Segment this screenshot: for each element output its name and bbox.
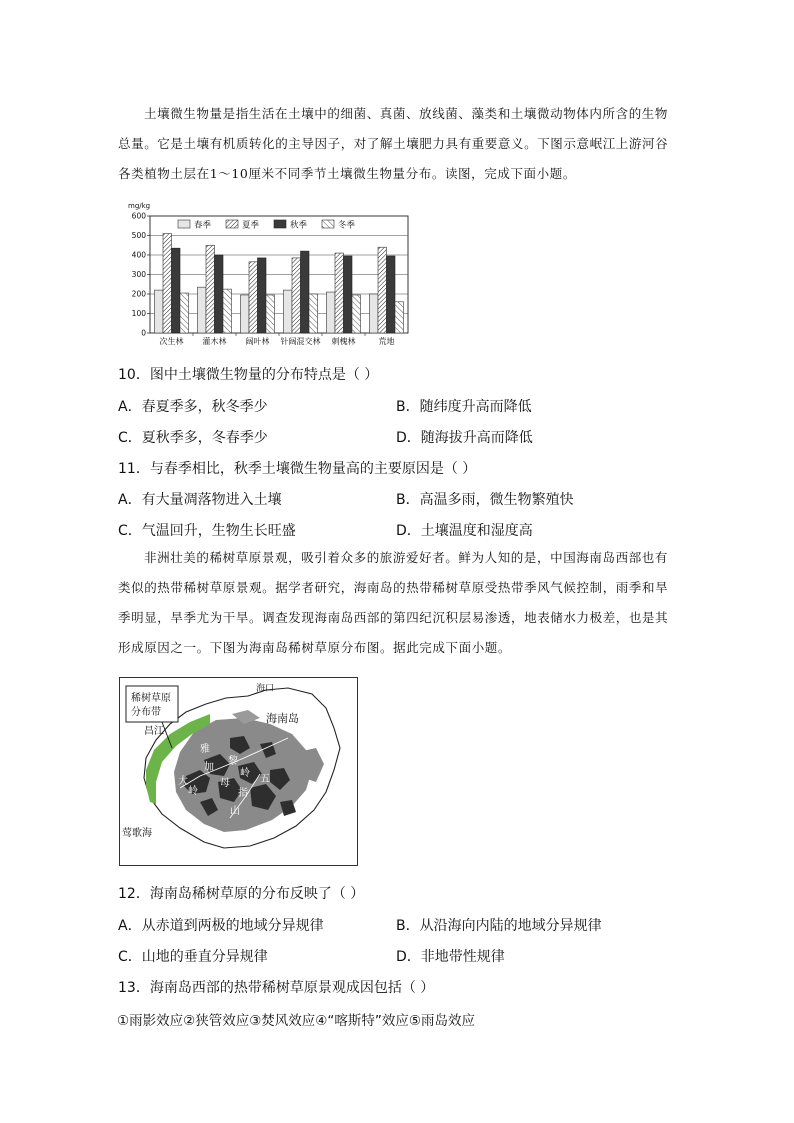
bar-春季-阔叶林 <box>241 295 250 333</box>
label-haikou: 海口 <box>256 684 275 694</box>
bar-夏季-刺槐林 <box>335 253 344 333</box>
question-11: 11．与春季相比，秋季土壤微生物量高的主要原因是（ ） <box>118 461 477 477</box>
chart-svg <box>126 200 416 348</box>
bar-夏季-次生林 <box>163 234 172 333</box>
y-tick-label: 300 <box>131 270 146 279</box>
legend-label-冬季: 冬季 <box>338 220 356 231</box>
x-tick-label: 阔叶林 <box>245 337 270 346</box>
bar-夏季-荒地 <box>378 247 387 333</box>
q12-option-b[interactable]: B．从沿海向内陆的地域分异规律 <box>396 918 602 934</box>
map-legend-label-2: 分布带 <box>131 707 161 718</box>
x-tick-label: 灌木林 <box>202 337 227 346</box>
bar-冬季-荒地 <box>395 302 404 333</box>
y-tick-label: 600 <box>131 211 146 221</box>
q13-items: ①雨影效应②狭管效应③焚风效应④“喀斯特”效应⑤雨岛效应 <box>117 1013 475 1029</box>
svg-text:大: 大 <box>178 776 188 787</box>
bar-夏季-针阔混交林 <box>292 258 301 333</box>
label-hainan-island: 海南岛 <box>266 712 299 725</box>
bar-春季-刺槐林 <box>327 292 336 333</box>
bar-春季-次生林 <box>155 290 164 333</box>
legend-swatch-秋季 <box>274 220 286 228</box>
q10-option-d[interactable]: D．随海拔升高而降低 <box>396 430 533 446</box>
svg-text:雅: 雅 <box>200 744 210 755</box>
q11-option-b[interactable]: B．高温多雨，微生物繁殖快 <box>396 492 574 508</box>
legend-label-秋季: 秋季 <box>290 220 308 231</box>
bar-夏季-阔叶林 <box>249 262 258 333</box>
bar-春季-荒地 <box>370 294 379 333</box>
svg-text:加: 加 <box>204 762 214 773</box>
svg-text:母: 母 <box>220 778 230 789</box>
question-10: 10．图中土壤微生物量的分布特点是（ ） <box>118 367 379 383</box>
q11-option-d[interactable]: D．土壤温度和湿度高 <box>396 523 533 539</box>
legend-swatch-冬季 <box>322 220 334 228</box>
bar-冬季-灌木林 <box>223 289 232 333</box>
bar-秋季-阔叶林 <box>258 258 267 333</box>
q12-option-d[interactable]: D．非地带性规律 <box>396 949 505 965</box>
legend-label-春季: 春季 <box>194 220 212 231</box>
passage-soil-microbes: 土壤微生物量是指生活在土壤中的细菌、真菌、放线菌、藻类和土壤微动物体内所含的生物总量。它是土壤有机质转化的主导因子，对了解土壤肥力具有重要意义。下图示意岷江上游河谷各类植物土层在1～10厘米不同季节土壤微生物量分布。读图，完成下面小题。 <box>118 106 669 181</box>
bar-秋季-针阔混交林 <box>301 251 310 333</box>
q10-option-c[interactable]: C．夏秋季多，冬春季少 <box>118 430 268 446</box>
hainan-savanna-map <box>119 677 358 866</box>
q10-option-b[interactable]: B．随纬度升高而降低 <box>396 399 532 415</box>
svg-text:山: 山 <box>230 806 240 817</box>
y-tick-label: 500 <box>131 231 146 240</box>
x-tick-label: 荒地 <box>378 337 395 346</box>
y-tick-label: 100 <box>131 309 146 318</box>
label-yinggehai: 莺歌海 <box>122 828 152 839</box>
y-tick-label: 0 <box>141 328 146 338</box>
svg-text:岭: 岭 <box>240 768 250 779</box>
svg-text:岭: 岭 <box>188 786 198 797</box>
chart-plot <box>132 212 408 347</box>
x-tick-label: 刺槐林 <box>331 337 356 346</box>
svg-text:五: 五 <box>260 774 270 785</box>
q11-option-a[interactable]: A．有大量凋落物进入土壤 <box>118 492 282 508</box>
question-12: 12．海南岛稀树草原的分布反映了（ ） <box>118 886 365 902</box>
legend-swatch-夏季 <box>226 220 238 228</box>
map-svg <box>120 678 357 865</box>
soil-microbe-bar-chart <box>126 200 416 348</box>
legend-label-夏季: 夏季 <box>242 220 260 231</box>
svg-text:黎: 黎 <box>228 756 238 767</box>
bar-秋季-荒地 <box>387 256 396 333</box>
x-tick-label: 针阔混交林 <box>280 337 321 346</box>
y-tick-label: 200 <box>131 289 146 299</box>
bar-春季-灌木林 <box>198 287 207 333</box>
q10-option-a[interactable]: A．春夏季多，秋冬季少 <box>118 399 268 415</box>
q11-option-c[interactable]: C．气温回升，生物生长旺盛 <box>118 523 296 539</box>
bar-夏季-灌木林 <box>206 245 215 333</box>
legend-swatch-春季 <box>178 220 190 228</box>
q12-option-c[interactable]: C．山地的垂直分异规律 <box>118 949 268 965</box>
bar-秋季-次生林 <box>172 248 181 333</box>
passage-savanna: 非洲壮美的稀树草原景观，吸引着众多的旅游爱好者。鲜为人知的是，中国海南岛西部也有类似的热带稀树草原景观。据学者研究，海南岛的热带稀树草原受热带季风气候控制，雨季和旱季明显，旱季尤为干旱。调查发现海南岛西部的第四纪沉积层易渗透，地表储水力极差，也是其形成原因之一。下图为海南岛稀树草原分布图。据此完成下面小题。 <box>118 550 669 655</box>
svg-text:指: 指 <box>238 788 248 799</box>
bar-冬季-刺槐林 <box>352 295 361 333</box>
q12-option-a[interactable]: A．从赤道到两极的地域分异规律 <box>118 918 324 934</box>
x-tick-label: 次生林 <box>159 337 184 346</box>
bar-冬季-次生林 <box>180 293 189 333</box>
y-tick-label: 400 <box>131 250 146 260</box>
bar-春季-针阔混交林 <box>284 290 293 333</box>
bar-冬季-阔叶林 <box>266 295 275 333</box>
map-legend-label-1: 稀树草原 <box>131 693 171 704</box>
question-13: 13．海南岛西部的热带稀树草原景观成因包括（ ） <box>118 980 435 996</box>
label-changjiang: 昌江 <box>144 726 164 737</box>
bar-秋季-刺槐林 <box>344 256 353 333</box>
bar-冬季-针阔混交林 <box>309 294 318 333</box>
bar-秋季-灌木林 <box>215 255 224 333</box>
y-axis-label: mg/kg <box>128 202 151 210</box>
